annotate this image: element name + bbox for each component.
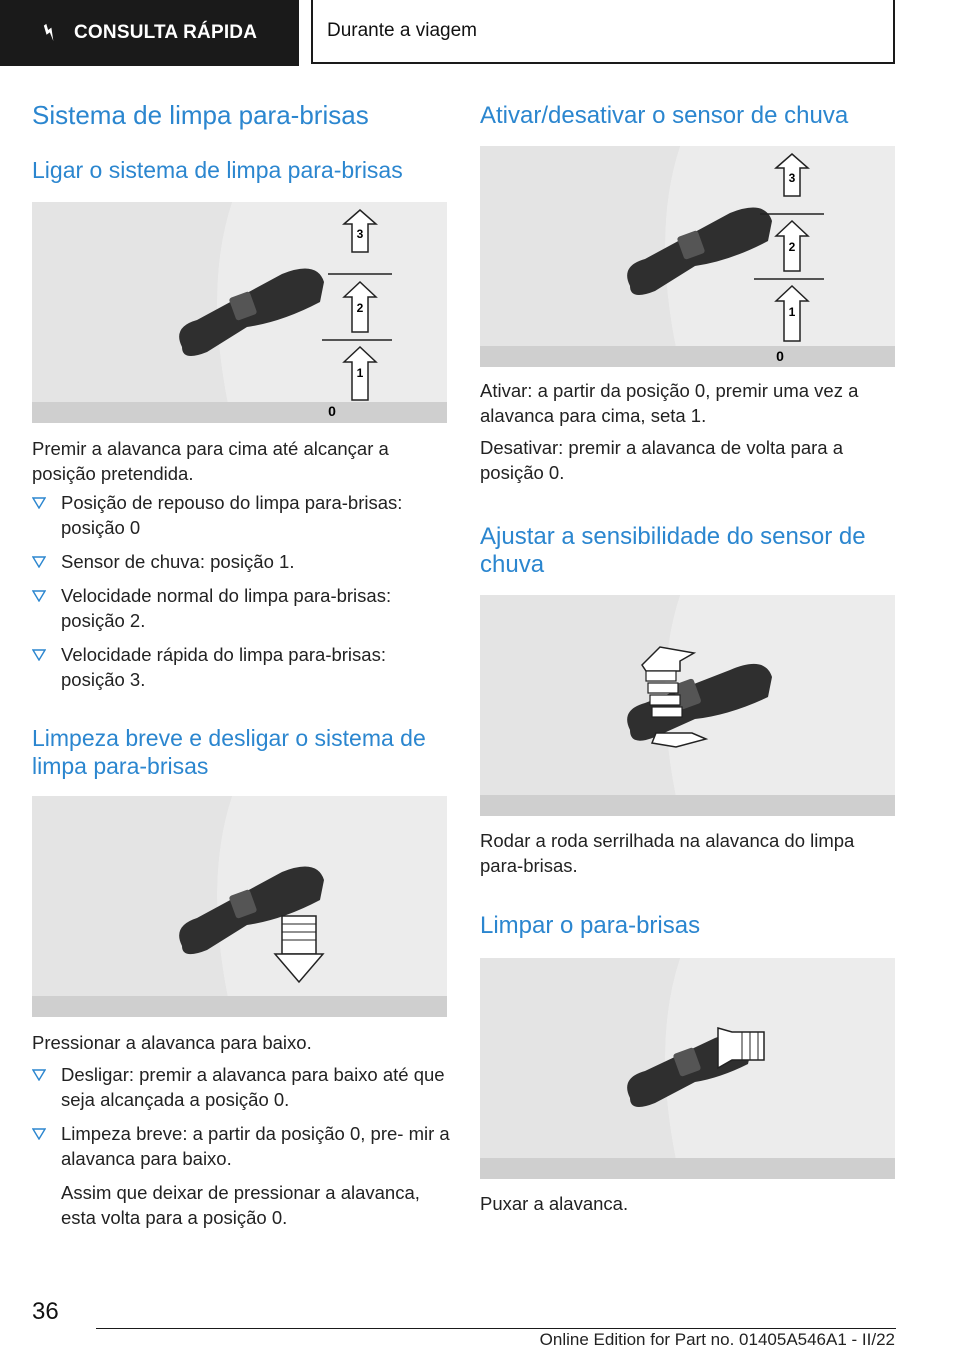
figure-lever-down <box>32 796 447 1017</box>
label-pos1: 1 <box>788 305 796 319</box>
quick-reference-label: CONSULTA RÁPIDA <box>74 22 258 43</box>
bullet-triangle-icon <box>32 556 46 568</box>
figure-lever-up-positions <box>32 202 447 423</box>
footer-divider <box>96 1328 896 1329</box>
text-rain-off: Desativar: premir a alavanca de volta para a posição 0. <box>480 437 843 483</box>
brief-wipe-list <box>32 1062 450 1239</box>
list-item: Velocidade normal do limpa para-brisas: posição 2. <box>32 583 450 633</box>
heading-sensitivity: Ajustar a sensibilidade do sensor de chuva <box>480 523 866 578</box>
page-number: 36 <box>32 1298 59 1325</box>
label-pos2: 2 <box>788 240 796 254</box>
list-item: Velocidade rápida do limpa para-brisas: posição 3. <box>32 642 450 692</box>
label-pos3: 3 <box>788 171 796 185</box>
bullet-triangle-icon <box>32 497 46 509</box>
heading-brief-wipe: Limpeza breve e desligar o sistema de limpa para-brisas <box>32 725 426 779</box>
label-pos0: 0 <box>328 403 336 419</box>
quick-reference-tab[interactable] <box>0 0 299 66</box>
list-item: Desligar: premir a alavanca para baixo até que seja alcançada a posição 0. <box>32 1062 450 1112</box>
text-switch-on: Premir a alavanca para cima até alcançar a posição pretendida. <box>32 438 389 484</box>
page-header <box>0 0 960 66</box>
bullet-triangle-icon <box>32 1128 46 1140</box>
brief-wipe-note: Assim que deixar de pressionar a alavanca, esta volta para a posição 0. <box>61 1182 420 1228</box>
text-sensitivity: Rodar a roda serrilhada na alavanca do limpa para-brisas. <box>480 830 855 876</box>
figure-rain-sensor <box>480 146 895 367</box>
section-label: Durante a viagem <box>327 20 477 41</box>
heading-switch-on: Ligar o sistema de limpa para-brisas <box>32 157 403 183</box>
bullet-triangle-icon <box>32 1069 46 1081</box>
label-pos2: 2 <box>356 301 364 315</box>
bullet-triangle-icon <box>32 590 46 602</box>
list-item: Sensor de chuva: posição 1. <box>32 549 450 574</box>
figure-sensitivity-wheel <box>480 595 895 816</box>
text-brief-wipe: Pressionar a alavanca para baixo. <box>32 1032 312 1053</box>
list-item: Limpeza breve: a partir da posição 0, pre- mir a alavanca para baixo. Assim que deixar de pressionar a alavanca, esta volta para a posição 0. <box>32 1121 450 1230</box>
main-heading: Sistema de limpa para-brisas <box>32 100 369 130</box>
bullet-triangle-icon <box>32 649 46 661</box>
figure-lever-pull <box>480 958 895 1179</box>
label-pos0: 0 <box>776 348 784 364</box>
text-clean-windscreen: Puxar a alavanca. <box>480 1193 629 1214</box>
label-pos3: 3 <box>356 227 364 241</box>
section-tab[interactable] <box>311 0 895 64</box>
list-item: Posição de repouso do limpa para-brisas: posição 0 <box>32 490 450 540</box>
label-pos1: 1 <box>356 366 364 380</box>
heading-clean-windscreen: Limpar o para-brisas <box>480 912 701 939</box>
edition-info: Online Edition for Part no. 01405A546A1 - II/22 <box>539 1330 895 1349</box>
positions-list <box>32 490 450 701</box>
heading-rain-sensor: Ativar/desativar o sensor de chuva <box>480 102 849 129</box>
text-rain-on: Ativar: a partir da posição 0, premir uma vez a alavanca para cima, seta 1. <box>480 380 859 426</box>
quick-reference-icon <box>38 22 60 44</box>
